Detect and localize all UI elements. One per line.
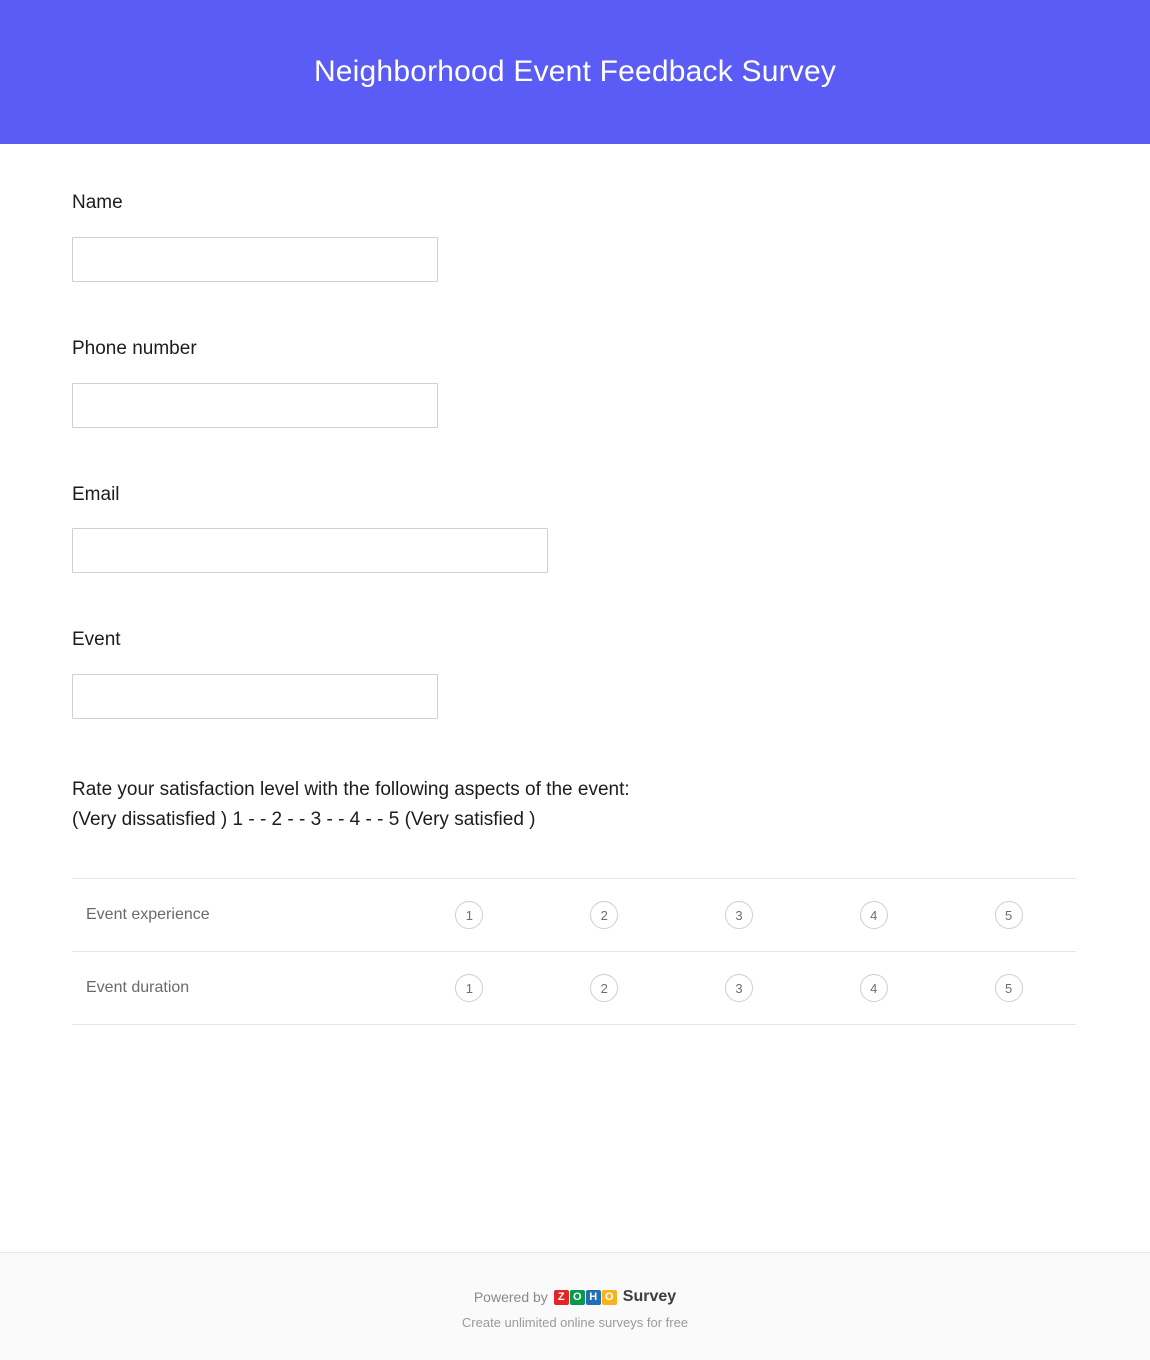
zoho-letter-o2: O	[602, 1290, 617, 1305]
field-phone	[72, 338, 1078, 428]
zoho-letter-h: H	[586, 1290, 601, 1305]
field-label-email: Email	[72, 483, 120, 505]
rating-option-2[interactable]: 2	[590, 974, 618, 1002]
rating-option-1[interactable]: 1	[455, 974, 483, 1002]
field-event	[72, 629, 1078, 719]
rating-option-1[interactable]: 1	[455, 901, 483, 929]
brand-suffix: Survey	[622, 1288, 677, 1305]
field-name	[72, 192, 1078, 282]
rating-instructions	[72, 775, 1078, 834]
page-title: Neighborhood Event Feedback Survey	[313, 55, 837, 88]
phone-input[interactable]	[72, 383, 438, 428]
zoho-letter-o1: O	[570, 1290, 585, 1305]
email-input[interactable]	[72, 528, 548, 573]
powered-by-text: Powered by	[473, 1289, 548, 1305]
field-label-phone: Phone number	[72, 337, 197, 359]
rating-cell	[537, 879, 672, 952]
field-email	[72, 484, 1078, 574]
table-row	[72, 879, 1076, 952]
rating-row-label: Event experience	[86, 906, 210, 924]
survey-form	[0, 144, 1150, 1252]
rating-cell	[672, 879, 807, 952]
zoho-logo	[554, 1290, 617, 1305]
rating-cell	[941, 952, 1076, 1025]
rating-cell	[537, 952, 672, 1025]
rating-row-label: Event duration	[86, 979, 190, 997]
footer-tagline: Create unlimited online surveys for free	[461, 1315, 689, 1330]
field-label-event: Event	[72, 629, 121, 651]
rating-matrix	[72, 878, 1076, 1025]
rating-option-4[interactable]: 4	[860, 974, 888, 1002]
name-input[interactable]	[72, 237, 438, 282]
rating-option-5[interactable]: 5	[995, 974, 1023, 1002]
rating-option-3[interactable]: 3	[725, 901, 753, 929]
survey-header	[0, 0, 1150, 144]
zoho-letter-z: Z	[554, 1290, 569, 1305]
rating-cell	[402, 952, 537, 1025]
rating-cell	[806, 952, 941, 1025]
rating-instructions-line1: Rate your satisfaction level with the following aspects of the event:	[72, 779, 630, 801]
rating-option-5[interactable]: 5	[995, 901, 1023, 929]
rating-cell	[941, 879, 1076, 952]
table-row	[72, 952, 1076, 1025]
rating-option-3[interactable]: 3	[725, 974, 753, 1002]
field-label-name: Name	[72, 192, 123, 213]
rating-option-4[interactable]: 4	[860, 901, 888, 929]
rating-instructions-line2: (Very dissatisfied ) 1 - - 2 - - 3 - - 4 - - 5 (Very satisfied )	[72, 808, 536, 830]
survey-footer	[0, 1252, 1150, 1360]
rating-cell	[402, 879, 537, 952]
event-input[interactable]	[72, 674, 438, 719]
powered-by-block	[0, 1289, 1150, 1305]
rating-cell	[672, 952, 807, 1025]
rating-option-2[interactable]: 2	[590, 901, 618, 929]
rating-cell	[806, 879, 941, 952]
